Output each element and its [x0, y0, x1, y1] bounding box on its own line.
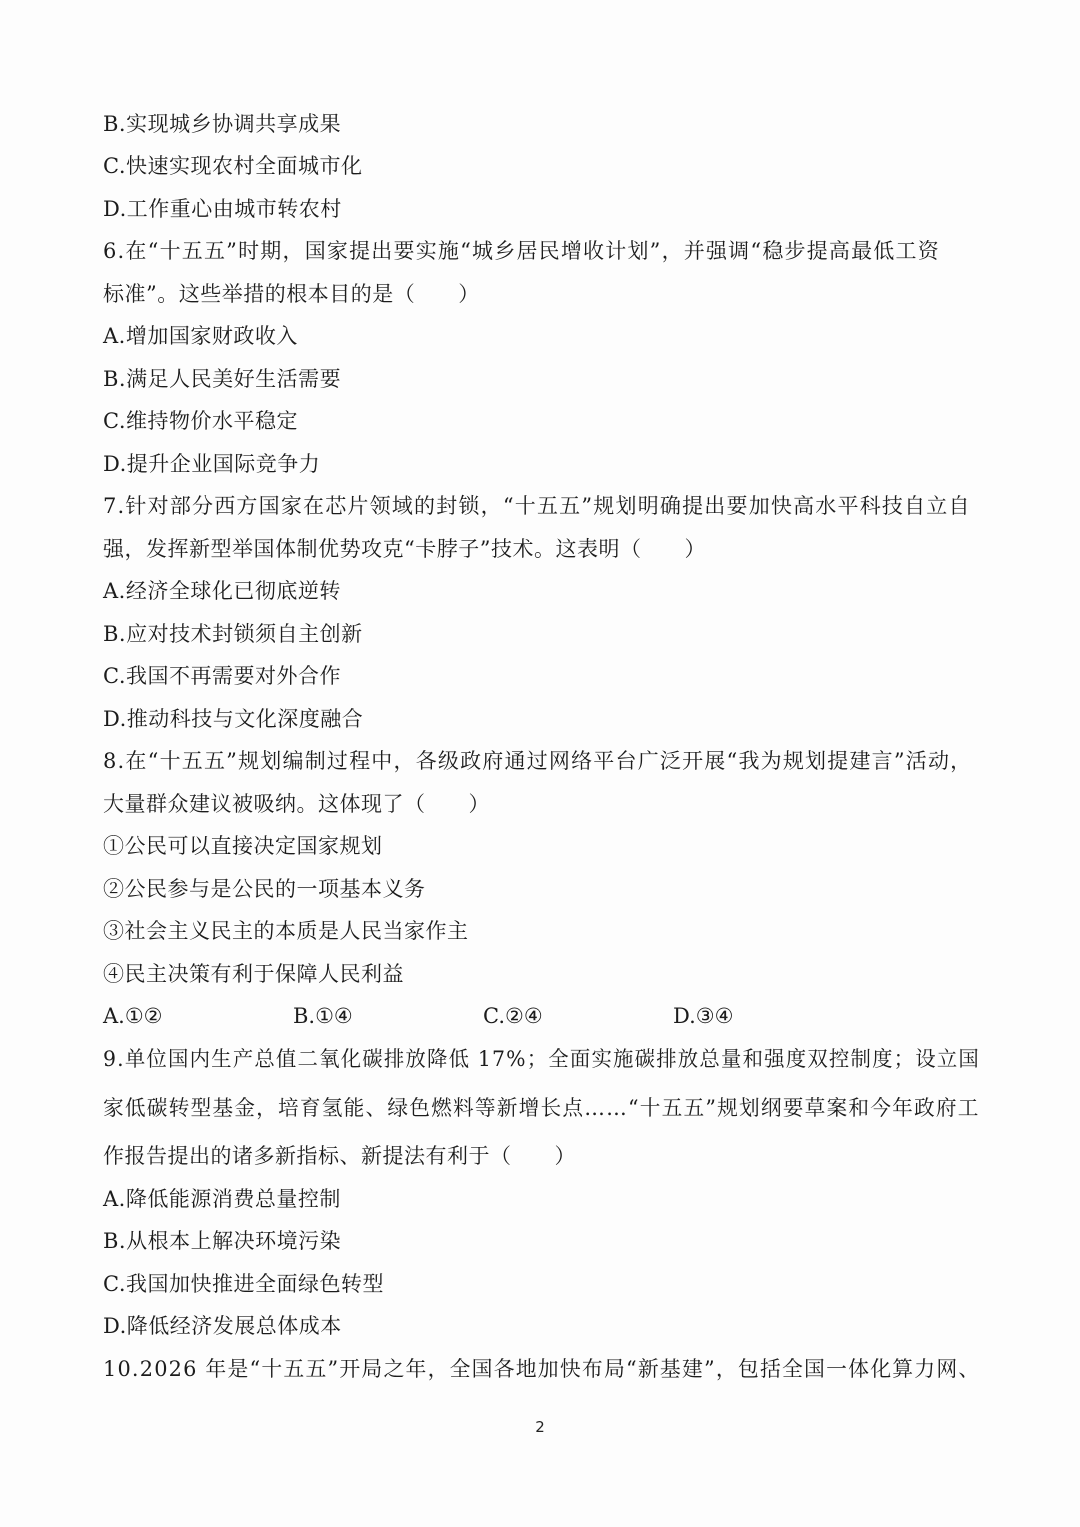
q8-option-d: D.③④ [673, 1004, 734, 1028]
q10-stem-line1: 10.2026 年是“十五五”开局之年，全国各地加快布局“新基建”，包括全国一体化算力网、 [103, 1357, 981, 1381]
q7-stem-line2: 强，发挥新型举国体制优势攻克“卡脖子”技术。这表明（ ） [103, 537, 706, 561]
q6-stem-line1: 6.在“十五五”时期，国家提出要实施“城乡居民增收计划”，并强调“稳步提高最低工资 [103, 239, 940, 263]
q8-statement-3: ③社会主义民主的本质是人民当家作主 [103, 919, 469, 943]
q5-option-b: B.实现城乡协调共享成果 [103, 112, 342, 136]
q6-option-a: A.增加国家财政收入 [103, 324, 298, 348]
q9-option-b: B.从根本上解决环境污染 [103, 1229, 342, 1253]
page-number: 2 [535, 1418, 545, 1436]
q8-stem-line2: 大量群众建议被吸纳。这体现了（ ） [103, 792, 490, 816]
q9-stem-line2: 家低碳转型基金，培育氢能、绿色燃料等新增长点……“十五五”规划纲要草案和今年政府工 [103, 1096, 980, 1120]
q9-option-d: D.降低经济发展总体成本 [103, 1314, 342, 1338]
q7-option-a: A.经济全球化已彻底逆转 [103, 579, 341, 603]
q9-stem-line1: 9.单位国内生产总值二氧化碳排放降低 17%；全面实施碳排放总量和强度双控制度；设立国 [103, 1047, 980, 1071]
q8-statement-1: ①公民可以直接决定国家规划 [103, 834, 383, 858]
q8-statement-2: ②公民参与是公民的一项基本义务 [103, 877, 426, 901]
q7-option-d: D.推动科技与文化深度融合 [103, 707, 364, 731]
q6-option-c: C.维持物价水平稳定 [103, 409, 298, 433]
q8-option-a: A.①② [103, 1004, 163, 1028]
q5-option-c: C.快速实现农村全面城市化 [103, 154, 363, 178]
q5-option-d: D.工作重心由城市转农村 [103, 197, 342, 221]
q6-option-b: B.满足人民美好生活需要 [103, 367, 342, 391]
q8-option-b: B.①④ [293, 1004, 353, 1028]
q9-option-c: C.我国加快推进全面绿色转型 [103, 1272, 384, 1296]
q8-stem-line1: 8.在“十五五”规划编制过程中，各级政府通过网络平台广泛开展“我为规划提建言”活动， [103, 749, 973, 773]
q8-statement-4: ④民主决策有利于保障人民利益 [103, 962, 404, 986]
q6-stem-line2: 标准”。这些举措的根本目的是（ ） [103, 282, 480, 306]
q7-stem-line1: 7.针对部分西方国家在芯片领域的封锁，“十五五”规划明确提出要加快高水平科技自立自 [103, 494, 971, 518]
q9-stem-line3: 作报告提出的诸多新指标、新提法有利于（ ） [103, 1144, 576, 1168]
q6-option-d: D.提升企业国际竞争力 [103, 452, 321, 476]
q8-option-c: C.②④ [483, 1004, 543, 1028]
q9-option-a: A.降低能源消费总量控制 [103, 1187, 341, 1211]
q7-option-b: B.应对技术封锁须自主创新 [103, 622, 363, 646]
q7-option-c: C.我国不再需要对外合作 [103, 664, 341, 688]
